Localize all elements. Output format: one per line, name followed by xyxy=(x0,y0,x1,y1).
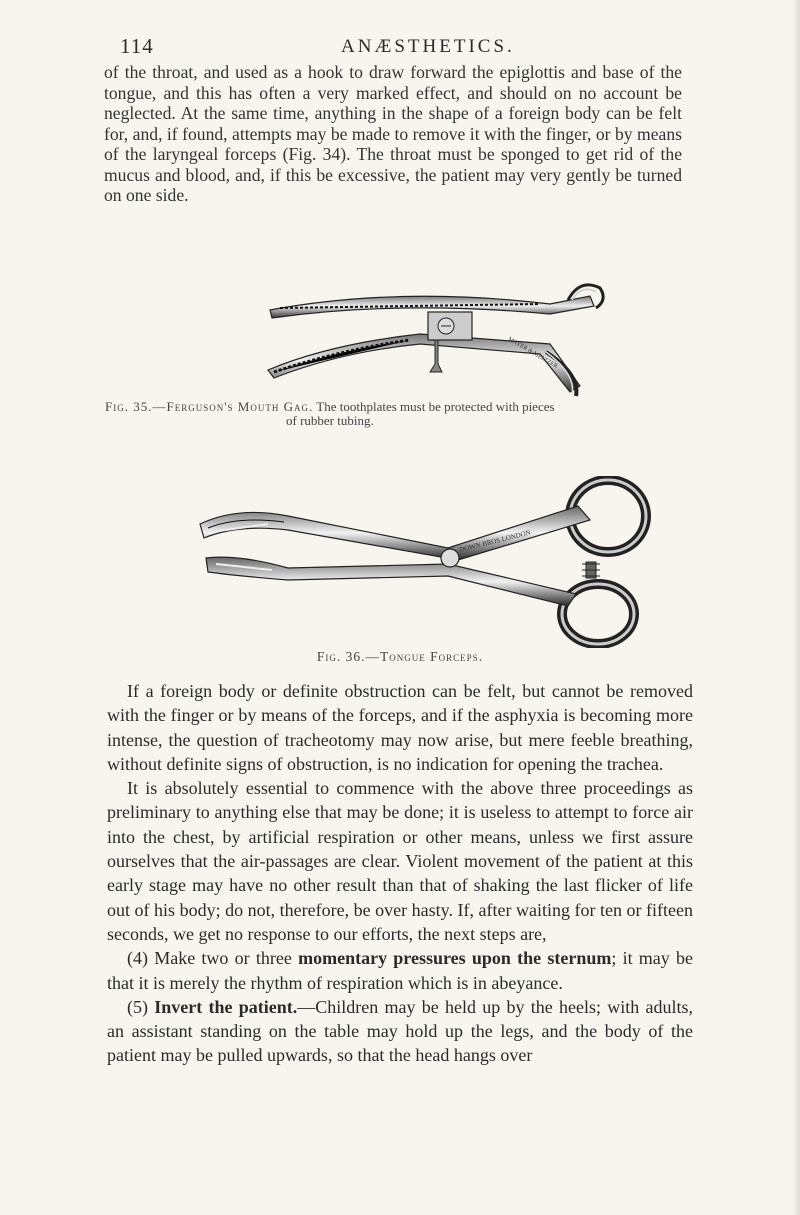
figure-36-label: Fig. 36.—Tongue Forceps. xyxy=(316,649,484,664)
running-head: ANÆSTHETICS. xyxy=(341,36,515,57)
page-header xyxy=(0,34,800,64)
step-4-rest: ; it may be that it is merely the rhythm of respiration which is in abeyance. xyxy=(107,948,694,993)
tongue-forceps-illustration xyxy=(198,476,652,648)
paragraph-preliminary: It is absolutely essential to commence with the above three proceedings as preliminary to anything else that may be done; it is useless to attempt to force air into the chest, by artificial respiration or other means, unless we first assure ourselves that the air-passages are clear. Violent movement of the patient at this early stage may have no other result than that of shaking the last flicker of life out of his body; do not, therefore, be over hasty. If, after waiting for ten or fifteen seconds, we get no response to our efforts, the next steps are, xyxy=(107,778,693,944)
step-4-bold: momentary pressures upon the sternum xyxy=(298,948,612,969)
figure-35-caption xyxy=(105,400,685,428)
step-4-lead: (4) Make two or three xyxy=(127,948,292,969)
paragraph-tracheotomy: If a foreign body or definite obstruction can be felt, but cannot be removed with the finger or by means of the forceps, and if the asphyxia is becoming more intense, the question of tracheotomy may now arise, but mere feeble breathing, without definite signs of obstruction, is no indication for opening the trachea. xyxy=(107,681,693,774)
paragraph-step-4 xyxy=(107,946,693,995)
figure-35-caption-line-2: of rubber tubing. xyxy=(286,413,374,428)
step-5-rest: —Children may be held up by the heels; with adults, an assistant standing on the table may hold up the legs, and the body of the patient may be pulled upwards, so that the head hangs over xyxy=(107,996,694,1066)
gag-maker-stamp: MAYER & MELTZER xyxy=(507,336,559,370)
figure-35-caption-line-1: The toothplates must be protected with pieces xyxy=(316,399,555,414)
figure-36-caption xyxy=(0,649,800,665)
mouth-gag-illustration xyxy=(250,274,610,398)
body-text xyxy=(107,679,693,1068)
paragraph-step-5 xyxy=(107,995,693,1068)
forceps-maker-stamp: DOWN BROS LONDON xyxy=(458,528,532,554)
figure-35-label: Fig. 35.—Ferguson's Mouth Gag. xyxy=(105,399,314,414)
top-paragraph: of the throat, and used as a hook to draw forward the epiglottis and base of the tongue, and this has often a very marked effect, and should on no account be neglected. At the same time, anything in the shape of a foreign body can be felt for, and, if found, attempts may be made to remove it with the finger, or by means of the laryngeal forceps (Fig. 34). The throat must be sponged to get rid of the mucus and blood, and, if this be excessive, the patient may very gently be turned on one side. xyxy=(104,62,682,205)
step-5-lead: (5) xyxy=(127,996,148,1017)
step-5-bold: Invert the patient. xyxy=(154,996,298,1017)
page-edge-shadow xyxy=(792,0,800,1215)
page-number: 114 xyxy=(120,34,154,58)
